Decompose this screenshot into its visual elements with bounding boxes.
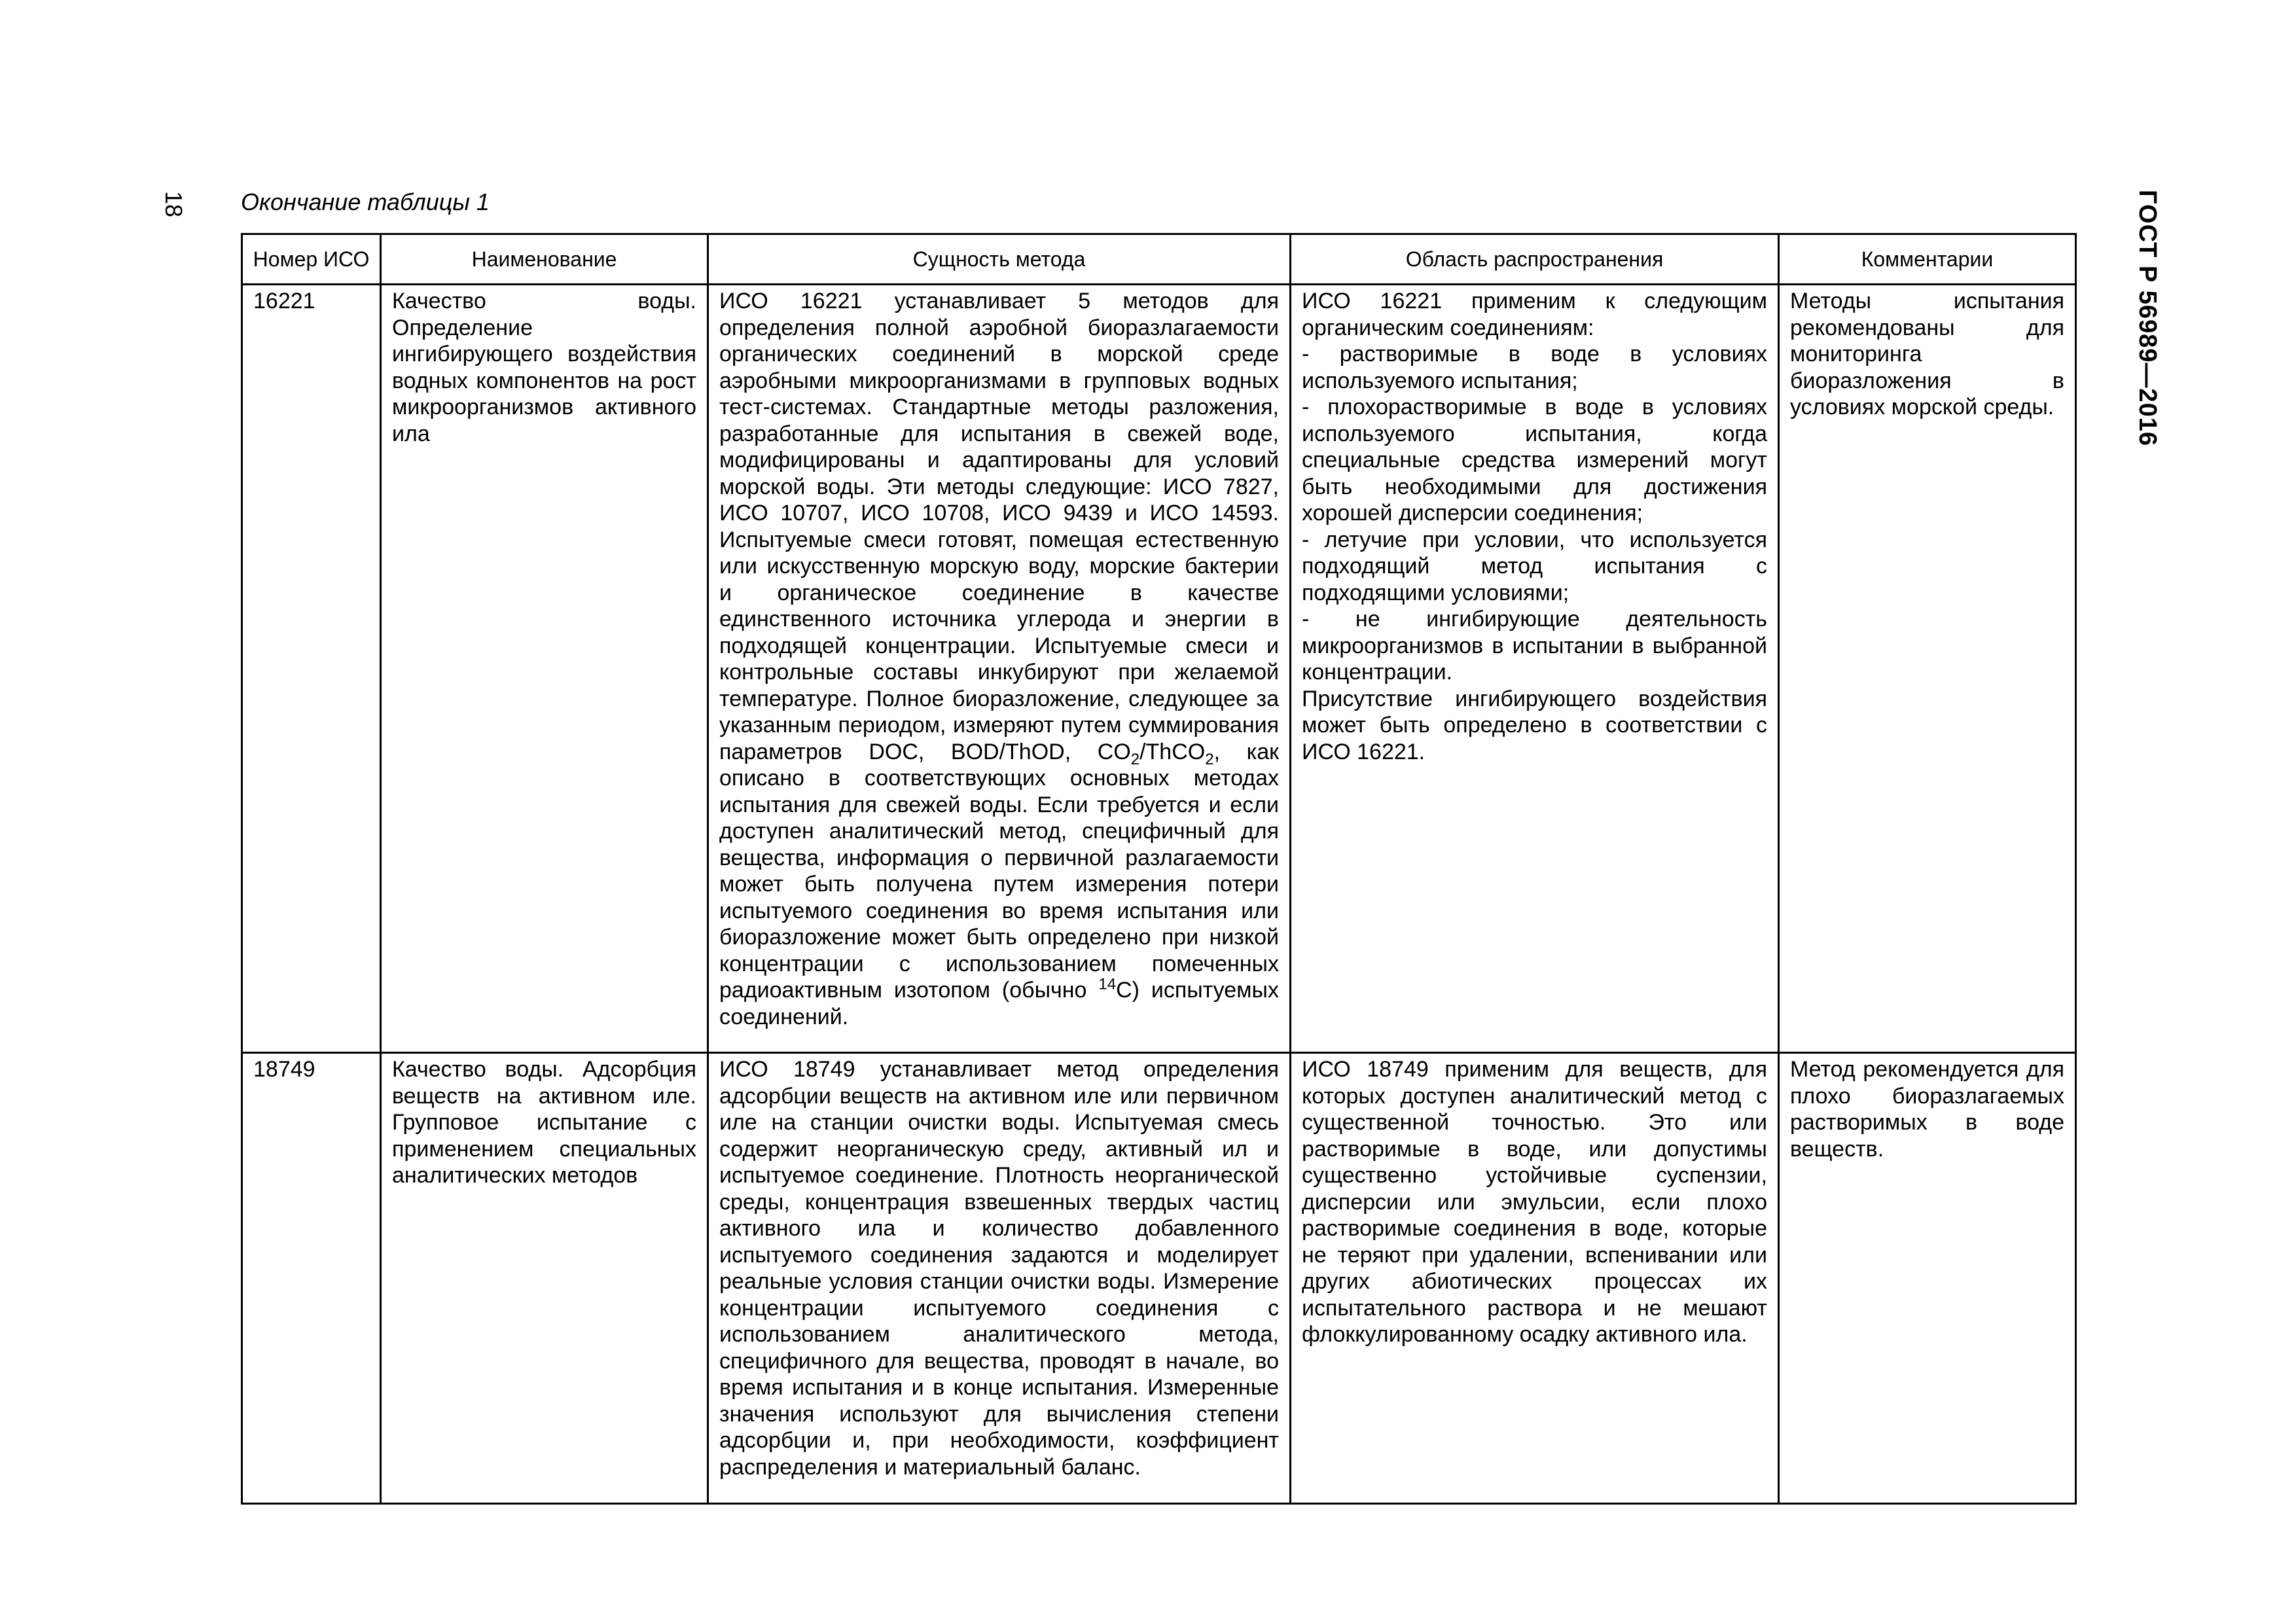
column-header-method: Сущность метода bbox=[708, 234, 1291, 285]
comment-cell: Методы испытания рекомендованы для мониторинга биоразложения в условиях морской среды. bbox=[1779, 285, 2076, 1053]
table-header-row bbox=[242, 234, 2076, 285]
method-text: ИСО 16221 устанавливает 5 методов для определения полной аэробной биоразлагаемости органических соединений в морской среде аэробными микроорганизмами в групповых водных тест-системах. Стандартные методы разложения, разработанные для испытания в свежей воде, модифицированы и адаптированы для условий морской воды. Эти методы следующие: ИСО 7827, ИСО 10707, ИСО 10708, ИСО 9439 и ИСО 14593. Испытуемые смеси готовят, помещая естественную или искусственную морскую воду, морские бактерии и органическое соединение в качестве единственного источника углерода и энергии в подходящей концентрации. Испытуемые смеси и контрольные составы инкубируют при желаемой температуре. Полное биоразложение, следующее за указанным периодом, измеряют путем суммирования параметров DOC, BOD/ThOD, CO bbox=[719, 289, 1279, 764]
table-row bbox=[242, 285, 2076, 1053]
standard-name-cell: Качество воды. Определение ингибирующего воздействия водных компонентов на рост микроорганизмов активного ила bbox=[381, 285, 708, 1053]
column-header-scope: Область распространения bbox=[1291, 234, 1779, 285]
page-number: 18 bbox=[160, 191, 187, 218]
iso-number-cell: 18749 bbox=[242, 1053, 381, 1504]
method-text: /ThCO bbox=[1139, 739, 1206, 764]
method-text: C) испытуемых соединений. bbox=[719, 978, 1279, 1029]
table-row bbox=[242, 1053, 2076, 1504]
column-header-number: Номер ИСО bbox=[242, 234, 381, 285]
subscript: 2 bbox=[1130, 750, 1140, 768]
method-cell bbox=[708, 285, 1291, 1053]
standards-table bbox=[241, 233, 2077, 1505]
column-header-name: Наименование bbox=[381, 234, 708, 285]
iso-number-cell: 16221 bbox=[242, 285, 381, 1053]
column-header-comments: Комментарии bbox=[1779, 234, 2076, 285]
scope-cell: ИСО 16221 применим к следующим органическим соединениям: - растворимые в воде в условиях используемого испытания; - плохорастворимые в воде в условиях используемого испытания, когда специальные средства измерений могут быть необходимыми для достижения хорошей дисперсии соединения; - летучие при условии, что используется подходящий метод испытания с подходящими условиями; - не ингибирующие деятельность микроорганизмов в испытании в выбранной концентрации. Присутствие ингибирующего воздействия может быть определено в соответствии с ИСО 16221. bbox=[1291, 285, 1779, 1053]
comment-cell: Метод рекомендуется для плохо биоразлагаемых растворимых в воде веществ. bbox=[1779, 1053, 2076, 1504]
table-caption: Окончание таблицы 1 bbox=[241, 188, 490, 215]
standard-name-cell: Качество воды. Адсорбция веществ на активном иле. Групповое испытание с применением специальных аналитических методов bbox=[381, 1053, 708, 1504]
scope-cell: ИСО 18749 применим для веществ, для которых доступен аналитический метод с существенной точностью. Это или растворимые в воде, или допустимы существенно устойчивые суспензии, дисперсии или эмульсии, если плохо растворимые соединения в воде, которые не теряют при удалении, вспенивании или других абиотических процессах их испытательного раствора и не мешают флоккулированному осадку активного ила. bbox=[1291, 1053, 1779, 1504]
document-code: ГОСТ Р 56989—2016 bbox=[2134, 190, 2161, 446]
method-text: , как описано в соответствующих основных методах испытания для свежей воды. Если требуется и если доступен аналитический метод, специфичный для вещества, информация о первичной разлагаемости может быть получена путем измерения потери испытуемого соединения во время испытания или биоразложение может быть определено при низкой концентрации с использованием помеченных радиоактивным изотопом (обычно bbox=[719, 739, 1279, 1003]
superscript: 14 bbox=[1098, 975, 1117, 993]
method-cell: ИСО 18749 устанавливает метод определения адсорбции веществ на активном иле или первичном иле на станции очистки воды. Испытуемая смесь содержит неорганическую среду, активный ил и испытуемое соединение. Плотность неорганической среды, концентрация взвешенных твердых частиц активного ила и количество добавленного испытуемого соединения задаются и моделирует реальные условия станции очистки воды. Измерение концентрации испытуемого соединения с использованием аналитического метода, специфичного для вещества, проводят в начале, во время испытания и в конце испытания. Измеренные значения используют для вычисления степени адсорбции и, при необходимости, коэффициент распределения и материальный баланс. bbox=[708, 1053, 1291, 1504]
subscript: 2 bbox=[1205, 750, 1214, 768]
